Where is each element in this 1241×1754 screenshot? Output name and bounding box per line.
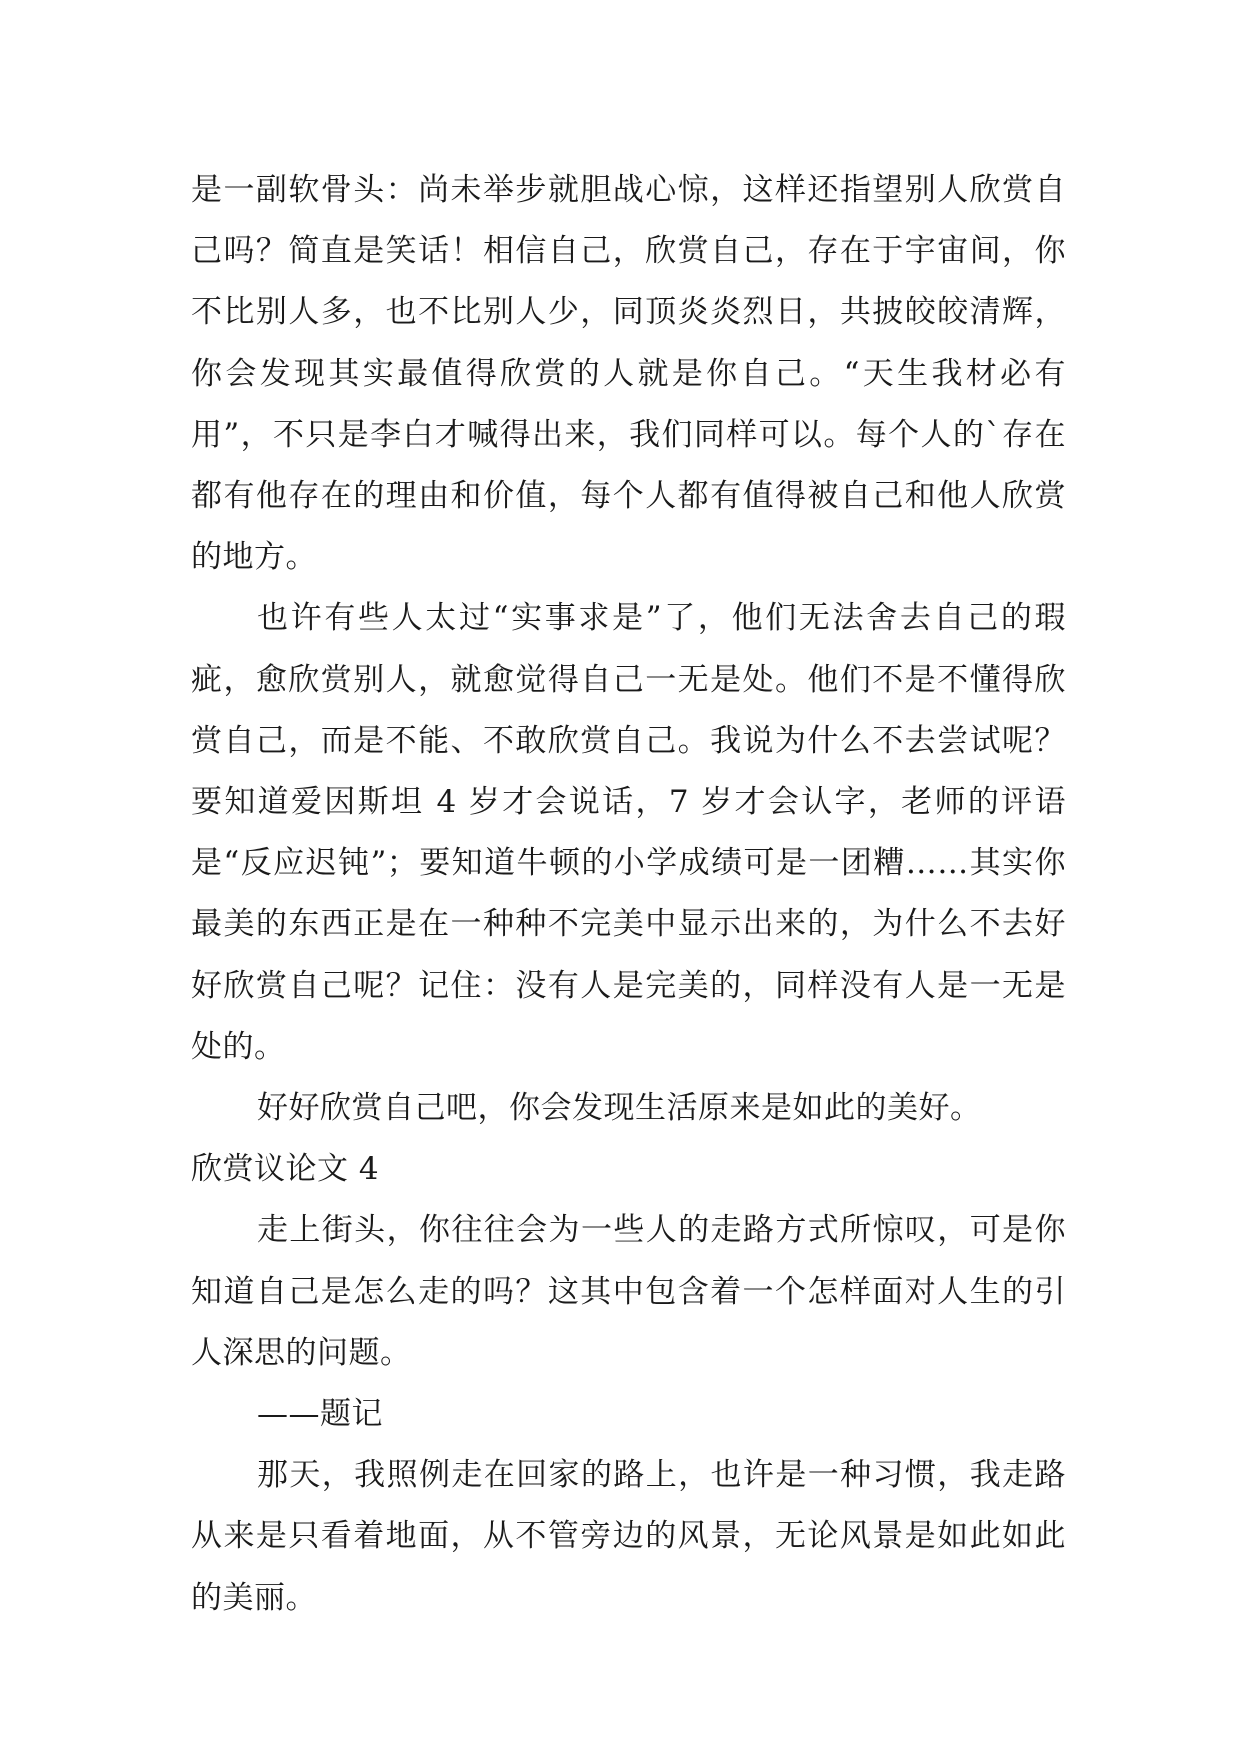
paragraph: 好好欣赏自己吧，你会发现生活原来是如此的美好。 xyxy=(257,1090,982,1127)
paragraph: 也许有些人太过“实事求是”了，他们无法舍去自己的瑕疵，愈欣赏别人，就愈觉得自己一无是处。他们不是不懂得欣赏自己，而是不能、不敢欣赏自己。我说为什么不去尝试呢？要知道爱因斯坦 4 岁才会说话，7 岁才会认字，老师的评语是“反应迟钝”；要知道牛顿的小学成绩可是一团糟……其实你最美的东西正是在一种种不完美中显示出来的，为什么不去好好欣赏自己呢？记住：没有人是完美的，同样没有人是一无是处的。 xyxy=(191,600,1066,1065)
paragraph: 是一副软骨头：尚未举步就胆战心惊，这样还指望别人欣赏自己吗？简直是笑话！相信自己，欣赏自己，存在于宇宙间，你不比别人多，也不比别人少，同顶炎炎烈日，共披皎皎清辉，你会发现其实最值得欣赏的人就是你自己。“天生我材必有用”，不只是李白才喊得出来，我们同样可以。每个人的`存在都有他存在的理由和价值，每个人都有值得被自己和他人欣赏的地方。 xyxy=(191,172,1066,576)
paragraph: 那天，我照例走在回家的路上，也许是一种习惯，我走路从来是只看着地面，从不管旁边的风景，无论风景是如此如此的美丽。 xyxy=(191,1457,1066,1616)
epigraph-attribution: ——题记 xyxy=(257,1396,383,1433)
document-body xyxy=(191,160,1066,1629)
paragraph: 走上街头，你往往会为一些人的走路方式所惊叹，可是你知道自己是怎么走的吗？这其中包含着一个怎样面对人生的引人深思的问题。 xyxy=(191,1212,1066,1371)
section-heading: 欣赏议论文 4 xyxy=(191,1151,380,1188)
